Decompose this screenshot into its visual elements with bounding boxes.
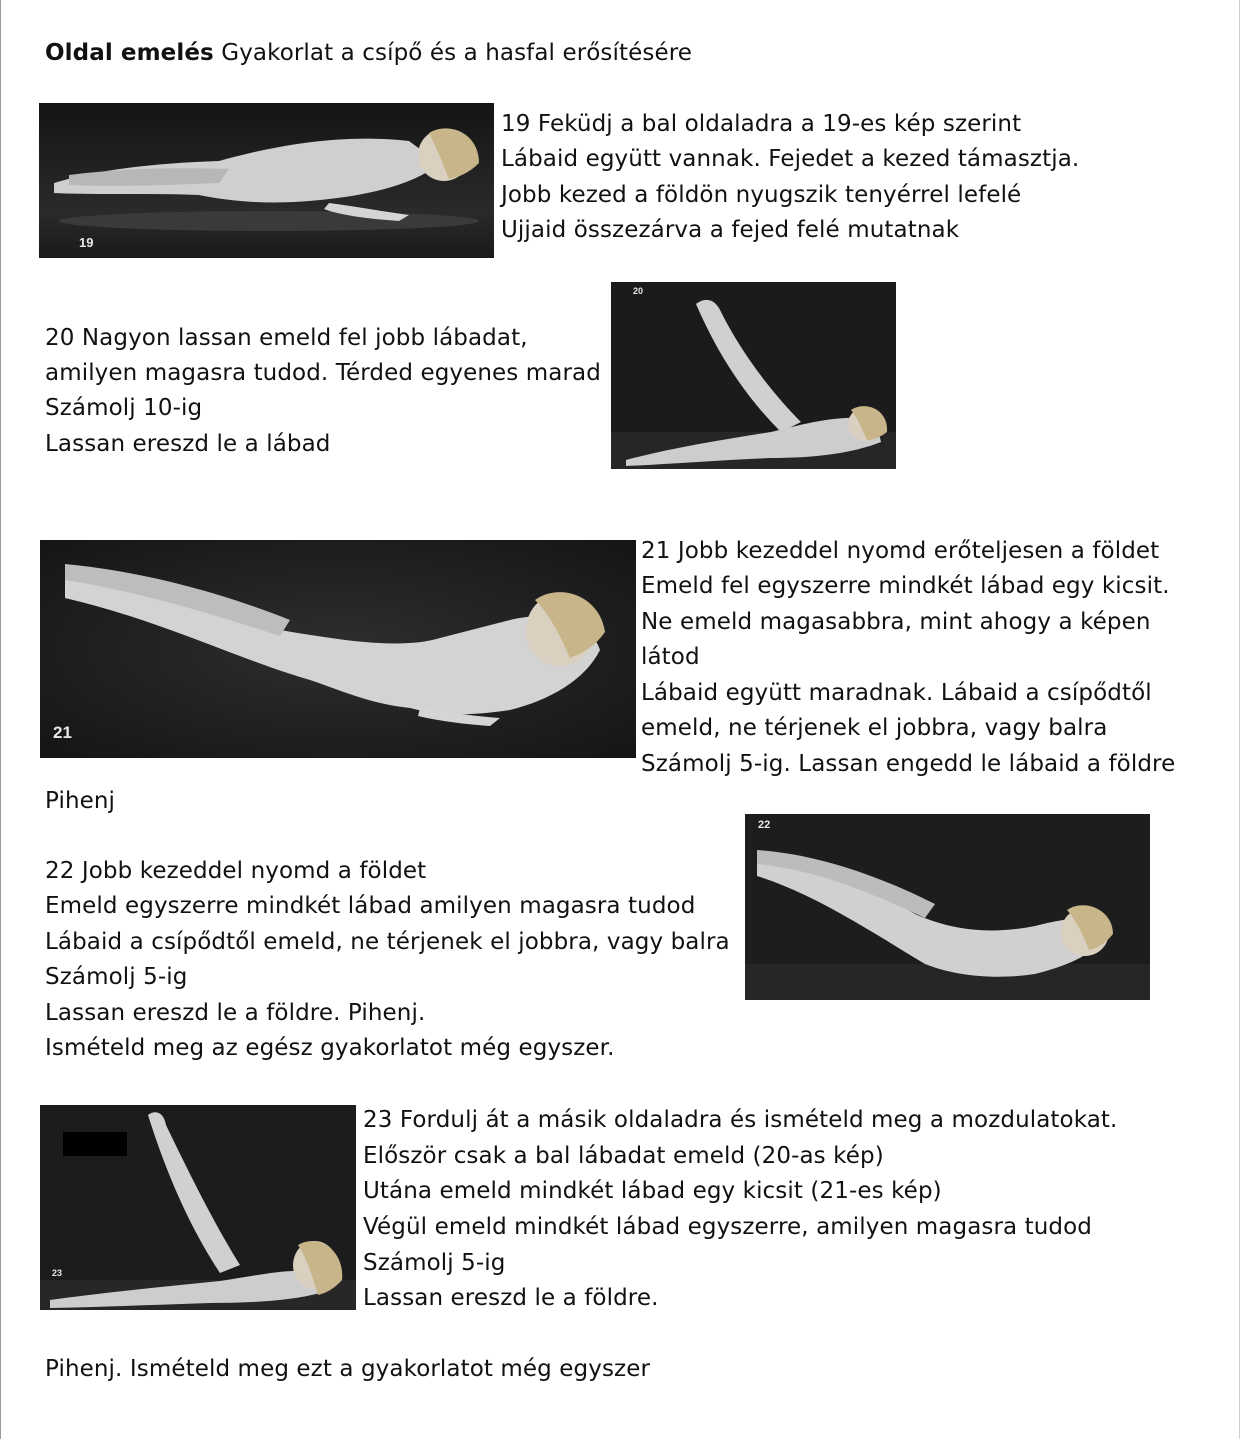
section-23-line-3: Utána emeld mindkét lábad egy kicsit (21-es kép) [363, 1178, 942, 1204]
section-22-line-5: Lassan ereszd le a földre. Pihenj. [45, 1000, 426, 1026]
page-title: Oldal emelés Gyakorlat a csípő és a hasfal erősítésére [45, 40, 692, 66]
section-20-line-4: Lassan ereszd le a lábad [45, 431, 331, 457]
section-22-line-6: Ismételd meg az egész gyakorlatot még egyszer. [45, 1035, 615, 1061]
section-19-line-4: Ujjaid összezárva a fejed felé mutatnak [501, 217, 960, 243]
exercise-photo-22 [745, 814, 1150, 1000]
section-23-line-4: Végül emeld mindkét lábad egyszerre, amilyen magasra tudod [363, 1214, 1092, 1240]
section-23-line-2: Először csak a bal lábadat emeld (20-as kép) [363, 1143, 884, 1169]
photo-number: 23 [52, 1268, 63, 1278]
photo-number: 20 [633, 286, 644, 296]
page-border [0, 0, 1, 1439]
section-22-line-4: Számolj 5-ig [45, 964, 188, 990]
section-23-line-5: Számolj 5-ig [363, 1250, 506, 1276]
section-19-line-2: Lábaid együtt vannak. Fejedet a kezed támasztja. [501, 146, 1080, 172]
section-20-line-3: Számolj 10-ig [45, 395, 203, 421]
exercise-photo-20 [611, 282, 896, 469]
closing-text: Pihenj. Ismételd meg ezt a gyakorlatot még egyszer [45, 1356, 651, 1382]
exercise-photo-23 [40, 1105, 356, 1310]
section-21-line-5: Lábaid együtt maradnak. Lábaid a csípődtől [641, 680, 1152, 706]
section-20-line-1: 20 Nagyon lassan emeld fel jobb lábadat, [45, 325, 528, 351]
section-21-line-2: Emeld fel egyszerre mindkét lábad egy kicsit. [641, 573, 1170, 599]
photo-number: 22 [758, 819, 771, 831]
section-21-line-4: látod [641, 644, 700, 670]
exercise-photo-19 [39, 103, 494, 258]
section-22-line-3: Lábaid a csípődtől emeld, ne térjenek el jobbra, vagy balra [45, 929, 730, 955]
redaction-box [63, 1132, 127, 1156]
section-19-line-1: 19 Feküdj a bal oldaladra a 19-es kép szerint [501, 111, 1022, 137]
section-23-line-6: Lassan ereszd le a földre. [363, 1285, 659, 1311]
section-23-line-1: 23 Fordulj át a másik oldaladra és ismételd meg a mozdulatokat. [363, 1107, 1118, 1133]
section-21-line-7: Számolj 5-ig. Lassan engedd le lábaid a földre [641, 751, 1176, 777]
section-22-line-1: 22 Jobb kezeddel nyomd a földet [45, 858, 427, 884]
photo-number: 21 [53, 723, 72, 742]
section-20-line-2: amilyen magasra tudod. Térded egyenes marad [45, 360, 601, 386]
section-22-line-2: Emeld egyszerre mindkét lábad amilyen magasra tudod [45, 893, 696, 919]
rest-text: Pihenj [45, 788, 116, 814]
section-19-line-3: Jobb kezed a földön nyugszik tenyérrel lefelé [501, 182, 1022, 208]
section-21-line-3: Ne emeld magasabbra, mint ahogy a képen [641, 609, 1151, 635]
exercise-photo-21 [40, 540, 636, 758]
section-21-line-1: 21 Jobb kezeddel nyomd erőteljesen a földet [641, 538, 1160, 564]
section-21-line-6: emeld, ne térjenek el jobbra, vagy balra [641, 715, 1108, 741]
photo-number: 19 [79, 235, 94, 250]
